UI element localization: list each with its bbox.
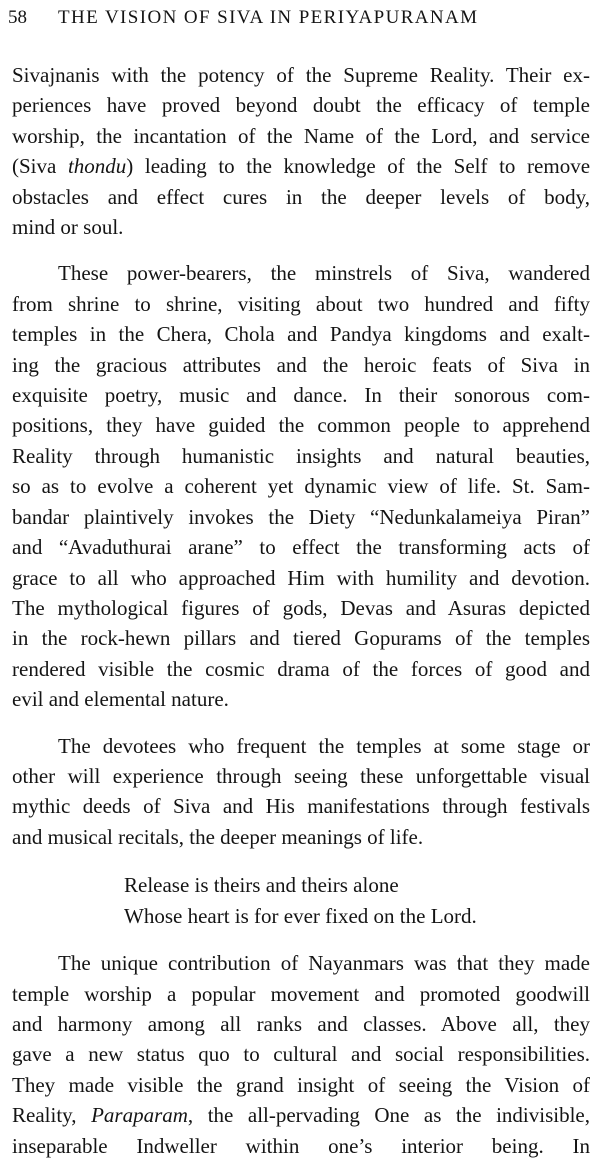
text-line: The devotees who frequent the temples at some stage or bbox=[58, 733, 590, 758]
text-line: in the rock-hewn pillars and tiered Gopurams of the temples bbox=[12, 626, 590, 651]
text-line: other will experience through seeing these unforgettable visual bbox=[12, 763, 590, 788]
text-line: Sivajnanis with the potency of the Supreme Reality. Their ex- bbox=[12, 63, 590, 87]
text-line: ing the gracious attributes and the heroic feats of Siva in bbox=[12, 352, 590, 377]
running-title: THE VISION OF SIVA IN PERIYAPURANAM bbox=[58, 7, 479, 28]
text-line: Reality through humanistic insights and natural beauties, bbox=[12, 443, 590, 468]
text-line: inseparable Indweller within one’s interior being. In bbox=[12, 1133, 590, 1158]
text-span: (Siva bbox=[12, 154, 68, 179]
text-line: and musical recitals, the deeper meanings of life. bbox=[12, 824, 424, 849]
text-line: temples in the Chera, Chola and Pandya kingdoms and exalt- bbox=[12, 322, 590, 347]
verse-line: Release is theirs and theirs alone bbox=[124, 873, 399, 898]
text-line: grace to all who approached Him with humility and devotion. bbox=[12, 565, 590, 590]
running-header bbox=[8, 5, 588, 31]
text-line: so as to evolve a coherent yet dynamic view of life. St. Sam- bbox=[12, 474, 590, 499]
paragraph-3 bbox=[12, 731, 590, 853]
verse-line: Whose heart is for ever fixed on the Lord. bbox=[124, 904, 477, 929]
text-line: mind or soul. bbox=[12, 215, 124, 240]
text-line: The unique contribution of Nayanmars was that they made bbox=[58, 951, 590, 976]
text-span: Reality, bbox=[12, 1103, 92, 1128]
text-line: mythic deeds of Siva and His manifestations through festivals bbox=[12, 794, 590, 819]
italic-term: Paraparam bbox=[91, 1103, 188, 1128]
text-line: obstacles and effect cures in the deeper levels of body, bbox=[12, 184, 590, 209]
text-line: bandar plaintively invokes the Diety “Nedunkalameiya Piran” bbox=[12, 504, 590, 529]
text-line: These power-bearers, the minstrels of Siva, wandered bbox=[58, 261, 590, 286]
text-line: rendered visible the cosmic drama of the forces of good and bbox=[12, 656, 590, 681]
text-line: gave a new status quo to cultural and social responsibilities. bbox=[12, 1042, 590, 1067]
text-span: , the all-pervading One as the indivisible, bbox=[187, 1103, 590, 1128]
paragraph-4 bbox=[12, 948, 590, 1161]
body-text bbox=[12, 60, 590, 1161]
text-line: periences have proved beyond doubt the efficacy of temple bbox=[12, 93, 590, 118]
text-line: evil and elemental nature. bbox=[12, 687, 229, 712]
paragraph-2 bbox=[12, 258, 590, 714]
paragraph-1 bbox=[12, 60, 590, 242]
text-line: The mythological figures of gods, Devas and Asuras depicted bbox=[12, 595, 590, 620]
text-line: worship, the incantation of the Name of the Lord, and service bbox=[12, 123, 590, 148]
text-line: positions, they have guided the common people to apprehend bbox=[12, 413, 590, 438]
text-line bbox=[12, 151, 590, 181]
text-span: ) leading to the knowledge of the Self to remove bbox=[126, 154, 591, 179]
text-line: from shrine to shrine, visiting about two hundred and fifty bbox=[12, 291, 590, 316]
text-line: exquisite poetry, music and dance. In their sonorous com- bbox=[12, 383, 590, 408]
text-line: temple worship a popular movement and promoted goodwill bbox=[12, 981, 590, 1006]
text-line: They made visible the grand insight of seeing the Vision of bbox=[12, 1072, 590, 1097]
text-line bbox=[12, 1100, 590, 1130]
page-number: 58 bbox=[8, 7, 27, 28]
text-line: and harmony among all ranks and classes. Above all, they bbox=[12, 1011, 590, 1036]
italic-term: thondu bbox=[67, 154, 127, 179]
text-line: and “Avaduthurai arane” to effect the transforming acts of bbox=[12, 535, 590, 560]
verse-quotation bbox=[12, 870, 590, 932]
